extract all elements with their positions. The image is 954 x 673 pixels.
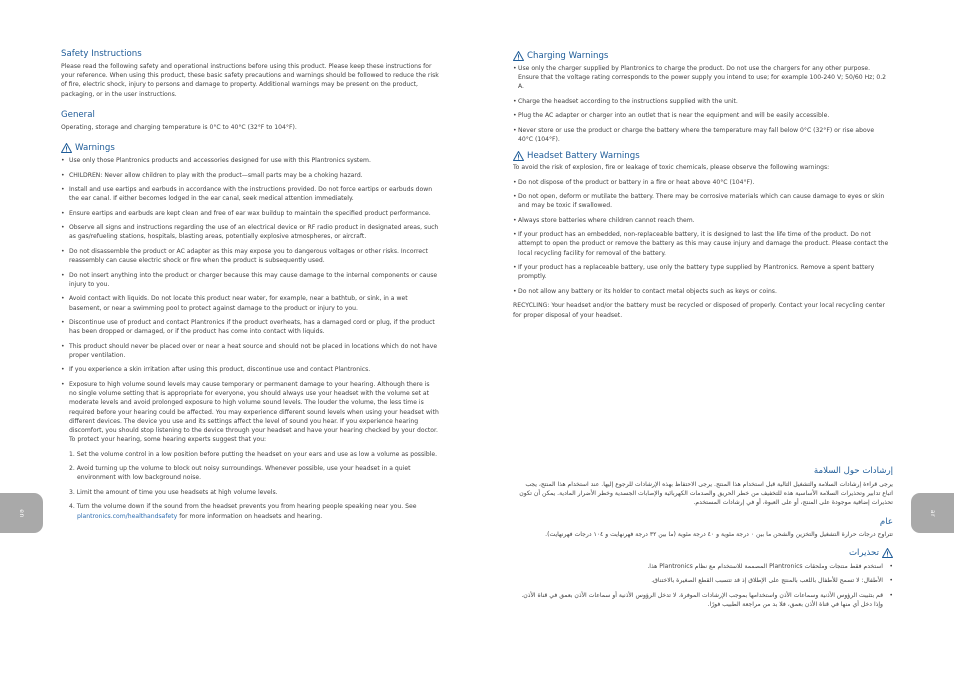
list-item: • Install and use eartips and earbuds in accordance with the instructions provided. Do not force eartips or earbuds down the ear canal. If either becomes lodged in the ear canal, seek medical attention immediately. (61, 185, 439, 203)
list-item: • Use only the charger supplied by Plantronics to charge the product. Do not use the chargers for any other purpose. Ensure that the voltage rating corresponds to the power supply you intend to use; for example 100-240 V; 50/60 Hz; 0.2 A. (513, 64, 891, 92)
tab-label: en (18, 508, 25, 518)
arabic-section (513, 465, 893, 615)
language-tab-ar[interactable] (911, 493, 954, 533)
arabic-safety-text: يرجى قراءة إرشادات السلامة والتشغيل التالية قبل استخدام هذا المنتج. يرجى الاحتفاظ بهذه الإرشادات للرجوع إليها. عند استخدام هذا المنتج، يجب اتباع تدابير وتحذيرات السلامة الأساسية هذه للتخفيف من خطر الحريق والصدمات الكهربائية والإصابات الجسدية وخطر الأضرار المادية. يمكن أن تكون تحذيرات إضافية موجودة على المنتج، أو على العبوة، أو في إرشادات المستخدم. (519, 481, 893, 507)
arabic-general-title: عام (879, 516, 893, 527)
step-4-text: 4. Turn the volume down if the sound from the headset prevents you from hearing people speaking near you. See (69, 503, 417, 511)
list-item: • Ensure eartips and earbuds are kept clean and free of ear wax buildup to maintain the specified product performance. (61, 209, 439, 218)
list-item: • Charge the headset according to the instructions supplied with the unit. (513, 97, 891, 106)
battery-title: Headset Battery Warnings (527, 151, 640, 162)
warnings-heading (61, 142, 439, 154)
warnings-list (61, 156, 439, 444)
list-item: • If you experience a skin irritation after using this product, discontinue use and contact Plantronics. (61, 365, 439, 374)
health-safety-link[interactable]: plantronics.com/healthandsafety (77, 512, 178, 520)
step-item (69, 502, 439, 520)
battery-intro: To avoid the risk of explosion, fire or leakage of toxic chemicals, please observe the following warnings: (513, 164, 830, 172)
list-item: • Do not open, deform or mutilate the battery. There may be corrosive materials which can cause damage to eyes or skin and may be toxic if swallowed. (513, 192, 891, 210)
tab-label: ar (929, 509, 936, 517)
list-item: • Always store batteries where children cannot reach them. (513, 216, 891, 225)
list-item: • Plug the AC adapter or charger into an outlet that is near the equipment and will be easily accessible. (513, 111, 891, 120)
list-item: • استخدم فقط منتجات وملحقات Plantronics المصممة للاستخدام مع نظام Plantronics هذا. (513, 562, 893, 571)
list-item: • Observe all signs and instructions regarding the use of an electrical device or RF radio product in designated areas, such as gas/refueling stations, hospitals, blasting areas, potentially explosive atmospheres, or aircraft. (61, 223, 439, 241)
safety-title: Safety Instructions (61, 49, 142, 59)
safety-text: Please read the following safety and operational instructions before using this product. Please keep these instructions for your reference. When using this product, these basic safety precautions and warnings should be followed to reduce the risk of fire, electric shock, injury to persons and damage to property. Additional warnings may be present on the product, packaging, or in the user instructions. (61, 63, 439, 98)
arabic-general-text: تتراوح درجات حرارة التشغيل والتخزين والشحن ما بين ٠ درجة مئوية و ٤٠ درجة مئوية (ما بين ٣٢ درجة فهرنهايت و ١٠٤ درجات فهرنهايت). (545, 530, 893, 538)
recycling-text: RECYCLING: Your headset and/or the battery must be recycled or disposed of properly. Contact your local recycling center for proper disposal of your headset. (513, 302, 886, 319)
charging-list (513, 64, 891, 144)
step-item: 1. Set the volume control in a low position before putting the headset on your ears and use as low a volume as possible. (69, 450, 438, 458)
list-item: • Discontinue use of product and contact Plantronics if the product overheats, has a damaged cord or plug, if the product has been dropped or damaged, or if the product has come into contact with liquids. (61, 318, 439, 336)
list-item: • If your product has an embedded, non-replaceable battery, it is designed to last the life time of the product. Do not attempt to open the product or remove the battery as this may cause injury and damage the product. Please contact the local recycling facility for removal of the battery. (513, 230, 891, 258)
list-item: • قم بتثبيت الرؤوس الأذنية وسماعات الأذن واستخدامها بموجب الإرشادات الموفرة. لا تدخل الرؤوس الأذنية أو سماعات الأذن بعمق في قناة الأذن. وإذا دخل أي منها في قناة الأذن بعمق، فلا بد من مراجعة الطبيب فورًا. (513, 591, 893, 609)
general-text: Operating, storage and charging temperature is 0°C to 40°C (32°F to 104°F). (61, 123, 297, 131)
right-column (513, 50, 891, 320)
list-item: • Do not insert anything into the product or charger because this may cause damage to the internal components or cause injury to you. (61, 271, 439, 289)
list-item: • CHILDREN: Never allow children to play with the product—small parts may be a choking hazard. (61, 171, 439, 180)
list-item: • Exposure to high volume sound levels may cause temporary or permanent damage to your hearing. Although there is no single volume setting that is appropriate for everyone, you should always use your headset with the volume set at moderate levels and avoid prolonged exposure to high volume sound levels. The louder the volume, the less time is required before your hearing could be affected. You may experience different sound levels when using your headset with different devices. The device you use and its settings affect the level of sound you hear. If you experience hearing discomfort, you should stop listening to the device through your headset and have your hearing checked by your doctor. To protect your hearing, some hearing experts suggest that you: (61, 380, 439, 444)
list-item: • If your product has a replaceable battery, use only the battery type supplied by Plantronics. Remove a spent battery promptly. (513, 263, 891, 281)
warning-icon (513, 51, 524, 61)
battery-list (513, 178, 891, 297)
arabic-warnings-heading (513, 547, 893, 559)
warnings-title: Warnings (75, 143, 115, 154)
warning-icon (513, 151, 524, 161)
list-item: • Do not dispose of the product or battery in a fire or heat above 40°C (104°F). (513, 178, 891, 187)
step-item: 3. Limit the amount of time you use headsets at high volume levels. (69, 488, 278, 496)
warning-icon (882, 548, 893, 558)
list-item: • Do not disassemble the product or AC adapter as this may expose you to dangerous voltages or other risks. Incorrect reassembly can cause electric shock or fire when the product is subsequently used. (61, 247, 439, 265)
charging-heading (513, 50, 891, 62)
step-item: 2. Avoid turning up the volume to block out noisy surroundings. Whenever possible, use your headset in a quiet environment with low background noise. (69, 465, 411, 482)
list-item: • This product should never be placed over or near a heat source and should not be placed in locations which do not have proper ventilation. (61, 342, 439, 360)
step-4-tail: for more information on headsets and hearing. (177, 512, 323, 520)
warning-icon (61, 143, 72, 153)
language-tab-en[interactable] (0, 493, 43, 533)
general-title: General (61, 109, 95, 120)
arabic-warnings-title: تحذيرات (848, 547, 879, 558)
left-column (61, 48, 439, 526)
list-item: • Never store or use the product or charge the battery where the temperature may fall below 0°C (32°F) or rise above 40°C (104°F). (513, 126, 891, 144)
list-item: • Avoid contact with liquids. Do not locate this product near water, for example, near a bathtub, or sink, in a wet basement, or near a swimming pool to protect against damage to the product or injury to you. (61, 294, 439, 312)
battery-heading (513, 150, 891, 162)
hearing-steps (61, 450, 439, 521)
arabic-safety-title: إرشادات حول السلامة (813, 466, 893, 476)
list-item: • Do not allow any battery or its holder to contact metal objects such as keys or coins. (513, 287, 891, 296)
arabic-warnings-list (513, 562, 893, 609)
list-item: • Use only those Plantronics products and accessories designed for use with this Plantronics system. (61, 156, 439, 165)
charging-title: Charging Warnings (527, 51, 609, 61)
list-item: • الأطفال: لا تسمح للأطفال باللعب بالمنتج على الإطلاق إذ قد تتسبب القطع الصغيرة بالاختناق. (513, 576, 893, 585)
